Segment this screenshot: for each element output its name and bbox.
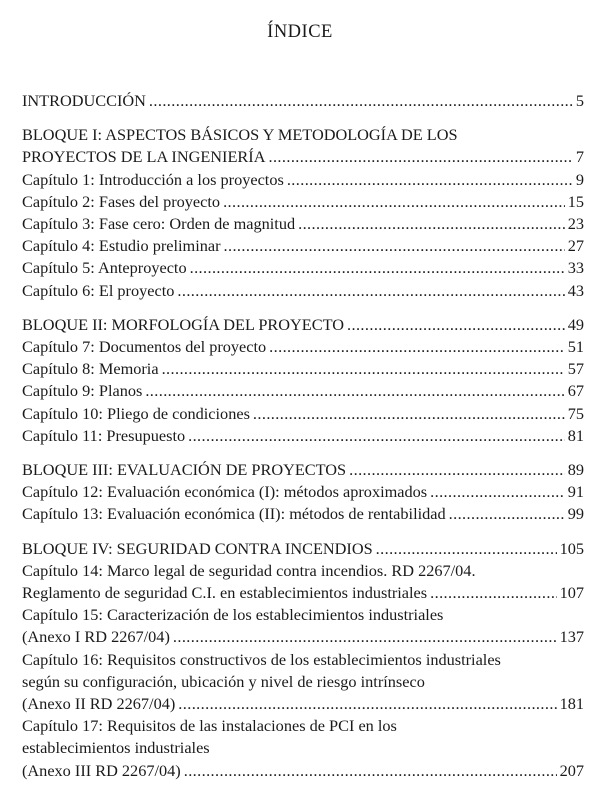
toc-entry-label: Capítulo 5: Anteproyecto <box>22 258 187 278</box>
toc-page-number: 33 <box>567 258 584 278</box>
block-heading <box>22 459 584 481</box>
chapter-entry <box>22 560 584 604</box>
dot-leader <box>376 538 557 560</box>
toc-entry-label: (Anexo II RD 2267/04) <box>22 694 176 714</box>
dot-leader <box>149 90 573 112</box>
chapter-row <box>22 503 584 525</box>
page-title: ÍNDICE <box>267 22 333 42</box>
chapter-entry <box>22 336 584 358</box>
dot-leader <box>177 280 564 302</box>
chapter-entry <box>22 380 584 402</box>
chapter-entry <box>22 235 584 257</box>
chapter-row <box>22 235 584 257</box>
chapter-row <box>22 582 584 604</box>
dot-leader <box>430 481 565 503</box>
chapter-entry <box>22 257 584 279</box>
chapter-row <box>22 425 584 447</box>
toc-entry-label: Capítulo 11: Presupuesto <box>22 425 186 445</box>
chapter-entry <box>22 503 584 525</box>
chapter-entry <box>22 403 584 425</box>
toc-entry-label: BLOQUE II: MORFOLOGÍA DEL PROYECTO <box>22 314 345 334</box>
chapter-entry <box>22 649 584 716</box>
chapter-row <box>22 257 584 279</box>
toc-page-number: 75 <box>567 403 584 423</box>
chapter-row <box>22 403 584 425</box>
dot-leader <box>145 380 564 402</box>
dot-leader <box>349 459 565 481</box>
chapter-title-line: Capítulo 17: Requisitos de las instalaciones de PCI en los <box>22 716 397 736</box>
chapter-row <box>22 169 584 191</box>
block-heading <box>22 538 584 560</box>
toc-entry-label: Capítulo 3: Fase cero: Orden de magnitud <box>22 214 296 234</box>
dot-leader <box>298 213 565 235</box>
toc-entry-label: INTRODUCCIÓN <box>22 91 146 110</box>
chapter-row <box>22 358 584 380</box>
toc-entry-label: Capítulo 12: Evaluación económica (I): métodos aproximados <box>22 482 428 502</box>
toc-block <box>22 538 584 782</box>
toc-page-number: 49 <box>567 314 584 334</box>
chapter-row <box>22 336 584 358</box>
chapter-title-line: establecimientos industriales <box>22 738 210 758</box>
toc-blocks <box>22 124 584 782</box>
chapter-row <box>22 481 584 503</box>
toc-page-number: 43 <box>567 280 584 300</box>
dot-leader <box>224 235 565 257</box>
dot-leader <box>223 191 565 213</box>
chapter-entry <box>22 169 584 191</box>
chapter-title-line: Capítulo 15: Caracterización de los establecimientos industriales <box>22 605 444 625</box>
toc-entry-label: Reglamento de seguridad C.I. en establecimientos industriales <box>22 583 428 603</box>
toc-page-number: 27 <box>567 236 584 256</box>
dot-leader <box>287 169 573 191</box>
chapter-row <box>22 760 584 782</box>
toc-entry-label: (Anexo I RD 2267/04) <box>22 627 170 647</box>
toc-entry-label: BLOQUE IV: SEGURIDAD CONTRA INCENDIOS <box>22 538 373 558</box>
toc-page-number: 91 <box>567 482 584 502</box>
toc-block <box>22 314 584 447</box>
dot-leader <box>253 403 565 425</box>
dot-leader <box>162 358 565 380</box>
chapter-title-line: según su configuración, ubicación y nivel de riesgo intrínseco <box>22 671 425 691</box>
toc-entry-label: Capítulo 13: Evaluación económica (II): métodos de rentabilidad <box>22 504 446 524</box>
toc-entry-label: Capítulo 2: Fases del proyecto <box>22 191 221 211</box>
block-heading <box>22 314 584 336</box>
toc-page-number: 207 <box>559 760 584 780</box>
toc-entry-label: Capítulo 6: El proyecto <box>22 280 175 300</box>
block-heading <box>22 146 584 168</box>
chapter-entry <box>22 358 584 380</box>
toc-page-number: 99 <box>567 504 584 524</box>
dot-leader <box>347 314 565 336</box>
dot-leader <box>178 693 556 715</box>
toc-entry-label: Capítulo 8: Memoria <box>22 359 159 379</box>
chapter-row <box>22 693 584 715</box>
toc-page-number: 23 <box>567 214 584 234</box>
toc-entry-label: Capítulo 10: Pliego de condiciones <box>22 403 250 423</box>
toc-entry-label: Capítulo 7: Documentos del proyecto <box>22 337 267 357</box>
toc-block <box>22 459 584 526</box>
table-of-contents <box>22 90 584 782</box>
toc-page-number: 181 <box>559 694 584 714</box>
chapter-entry <box>22 191 584 213</box>
chapter-entry <box>22 280 584 302</box>
toc-entry-intro <box>22 90 584 112</box>
chapter-row <box>22 213 584 235</box>
toc-entry-label: (Anexo III RD 2267/04) <box>22 760 181 780</box>
toc-entry-label: Capítulo 4: Estudio preliminar <box>22 236 221 256</box>
dot-leader <box>188 425 565 447</box>
toc-entry-label: PROYECTOS DE LA INGENIERÍA <box>22 147 266 167</box>
chapter-row <box>22 626 584 648</box>
chapter-entry <box>22 604 584 648</box>
chapter-entry <box>22 481 584 503</box>
toc-page-number: 81 <box>567 425 584 445</box>
dot-leader <box>268 146 572 168</box>
dot-leader <box>173 626 557 648</box>
toc-block <box>22 124 584 302</box>
toc-page-number: 105 <box>559 538 584 558</box>
chapter-row <box>22 191 584 213</box>
dot-leader <box>190 257 565 279</box>
toc-entry-label: Capítulo 1: Introducción a los proyectos <box>22 169 284 189</box>
toc-page-number: 15 <box>567 191 584 211</box>
chapter-row <box>22 380 584 402</box>
chapter-title-line: Capítulo 16: Requisitos constructivos de los establecimientos industriales <box>22 649 501 669</box>
toc-page-number: 5 <box>575 91 584 110</box>
toc-page-number: 89 <box>567 460 584 480</box>
dot-leader <box>184 760 557 782</box>
block-heading-line: BLOQUE I: ASPECTOS BÁSICOS Y METODOLOGÍA DE LOS <box>22 125 458 145</box>
toc-page-number: 9 <box>575 169 584 189</box>
dot-leader <box>269 336 565 358</box>
chapter-row <box>22 280 584 302</box>
toc-entry-label: BLOQUE III: EVALUACIÓN DE PROYECTOS <box>22 460 347 480</box>
toc-entry-label: Capítulo 9: Planos <box>22 381 143 401</box>
dot-leader <box>430 582 556 604</box>
dot-leader <box>449 503 565 525</box>
toc-page-number: 137 <box>559 627 584 647</box>
chapter-title-line: Capítulo 14: Marco legal de seguridad contra incendios. RD 2267/04. <box>22 560 476 580</box>
toc-page-number: 7 <box>575 147 584 167</box>
chapter-entry <box>22 715 584 782</box>
toc-page-number: 67 <box>567 381 584 401</box>
toc-page-number: 57 <box>567 359 584 379</box>
toc-page-number: 107 <box>559 583 584 603</box>
chapter-entry <box>22 213 584 235</box>
toc-page-number: 51 <box>567 337 584 357</box>
chapter-entry <box>22 425 584 447</box>
